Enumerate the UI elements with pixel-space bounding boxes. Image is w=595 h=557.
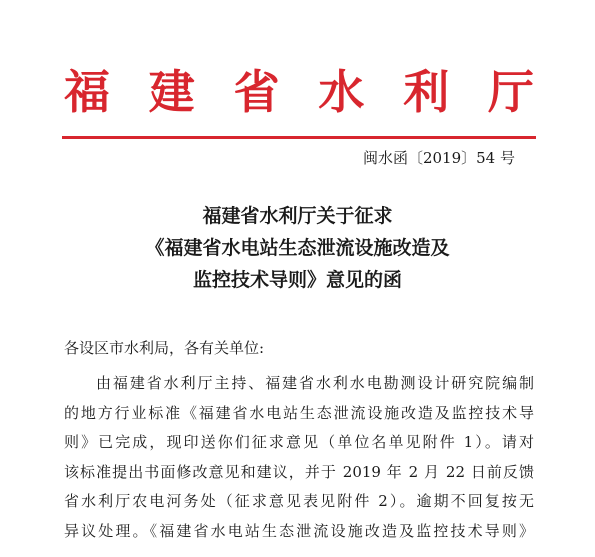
heading-line: 《福建省水电站生态泄流设施改造及: [145, 237, 450, 259]
letterhead-char: 省: [233, 65, 280, 119]
heading-line: 监控技术导则》意见的函: [192, 269, 402, 291]
document-number: 闽水函〔2019〕54 号: [362, 149, 515, 167]
letterhead-char: 厅: [487, 65, 534, 119]
body-line: 的地方行业标准《福建省水电站生态泄流设施改造及监控技术导: [64, 403, 534, 422]
salutation: 各设区市水利局，各有关单位:: [64, 339, 265, 357]
body-line: 则》已完成，现印送你们征求意见（单位名单见附件 1）。请对: [64, 433, 534, 452]
body-line: 由福建省水利厅主持、福建省水利水电勘测设计研究院编制: [96, 374, 534, 392]
body-line: 该标准提出书面修改意见和建议，并于 2019 年 2 月 22 日前反馈: [64, 462, 534, 481]
body-line: 异议处理。《福建省水电站生态泄流设施改造及监控技术导则》: [64, 521, 534, 540]
heading-line: 福建省水利厅关于征求: [202, 205, 393, 227]
body-line: 省水利厅农电河务处（征求意见表见附件 2）。逾期不回复按无: [64, 492, 534, 511]
letterhead-char: 利: [403, 65, 450, 119]
letterhead-divider: [62, 136, 536, 139]
letterhead-char: 水: [318, 65, 365, 119]
letterhead-char: 建: [148, 65, 195, 119]
document-body: [64, 369, 534, 547]
letterhead-char: 福: [64, 65, 110, 119]
letterhead-title: [64, 62, 534, 122]
document-heading: [0, 200, 595, 296]
